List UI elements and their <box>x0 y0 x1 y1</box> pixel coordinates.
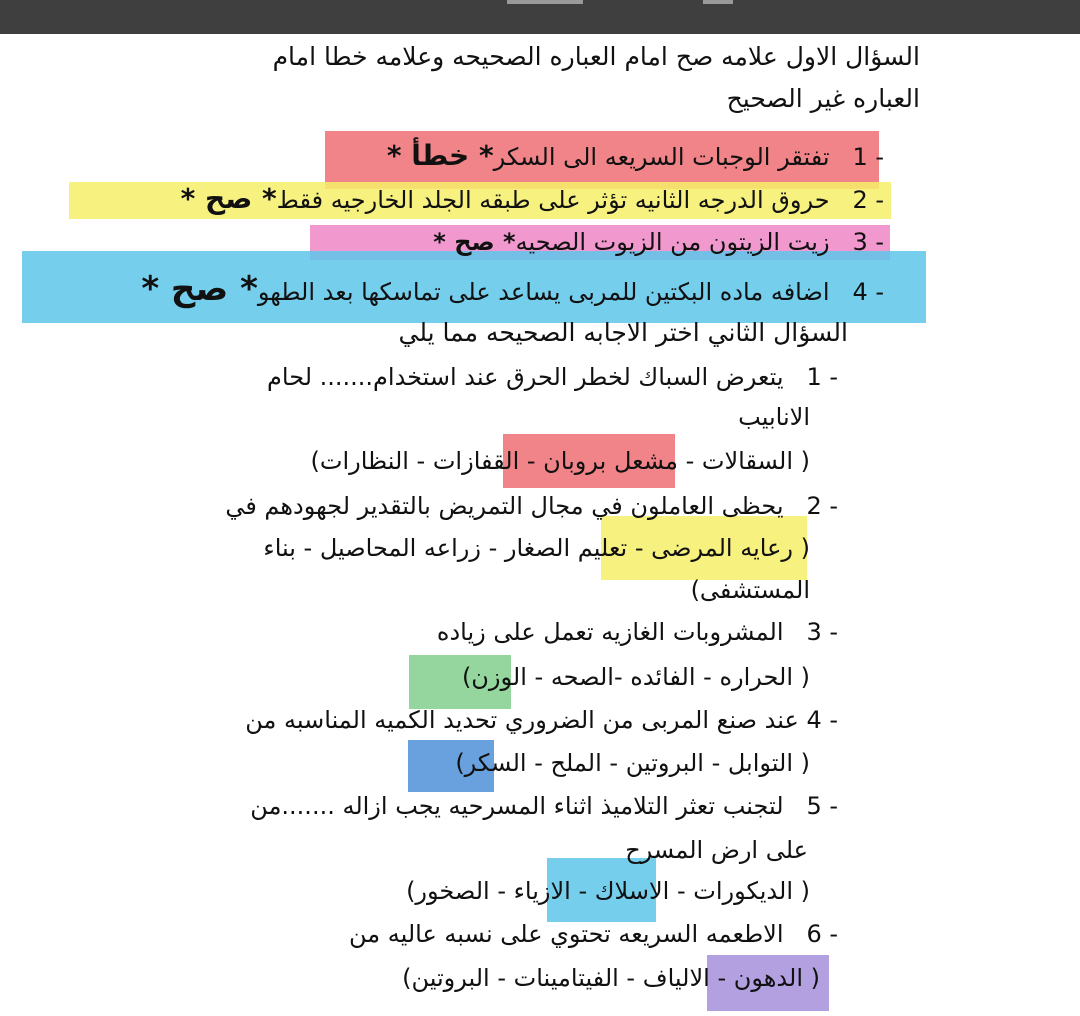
q2-item-6-options: ( الدهون - الالياف - الفيتامينات - البروتين) <box>402 964 820 992</box>
item-number: 2 - <box>852 186 884 214</box>
q2-item-1-question-cont: الانابيب <box>738 403 810 431</box>
q2-item-3-question <box>437 617 838 647</box>
question-text: المشروبات الغازيه تعمل على زياده <box>436 618 784 646</box>
item-number: 1 - <box>852 143 884 171</box>
q2-item-2-question <box>225 491 838 521</box>
item-number: 3 - <box>852 228 884 256</box>
q2-item-5-question <box>250 791 838 821</box>
question-text: الاطعمه السريعه تحتوي على نسبه عاليه من <box>348 920 784 948</box>
q2-item-2-options: ( رعايه المرضى - تعليم الصغار - زراعه المحاصيل - بناء <box>263 534 810 562</box>
item-text: حروق الدرجه الثانيه تؤثر على طبقه الجلد الخارجيه فقط <box>276 186 830 214</box>
item-number: 6 - <box>806 920 838 948</box>
q1-title-line1: السؤال الاول علامه صح امام العباره الصحيحه وعلامه خطا امام <box>272 42 920 71</box>
q1-item-2 <box>181 184 884 215</box>
item-answer: * صح * <box>180 182 277 215</box>
q2-item-5-options: ( الديكورات - الاسلاك - الازياء - الصخور) <box>406 877 810 905</box>
item-number: 5 - <box>806 792 838 820</box>
item-number: 4 - <box>806 706 838 734</box>
q1-item-3 <box>433 227 884 257</box>
q2-item-4-question <box>245 705 838 735</box>
q2-title: السؤال الثاني اختر الاجابه الصحيحه مما يلي <box>398 318 848 347</box>
item-answer: * صح * <box>433 228 516 256</box>
question-text: يتعرض السباك لخطر الحرق عند استخدام....... لحام <box>267 363 784 391</box>
q1-title-line2: العباره غير الصحيح <box>726 84 920 113</box>
question-text: عند صنع المربى من الضروري تحديد الكميه المناسبه من <box>245 706 799 734</box>
item-answer: * صح * <box>141 269 258 309</box>
q2-item-4-options: ( التوابل - البروتين - الملح - السكر) <box>455 749 810 777</box>
q1-item-1 <box>387 141 884 172</box>
item-number: 4 - <box>852 278 884 306</box>
top-bar-segment <box>507 0 583 4</box>
question-text: يحظى العاملون في مجال التمريض بالتقدير لجهودهم في <box>225 492 784 520</box>
q2-item-6-question <box>349 919 838 949</box>
item-number: 3 - <box>806 618 838 646</box>
item-text: اضافه ماده البكتين للمربى يساعد على تماسكها بعد الطهو <box>257 278 830 306</box>
item-answer: * خطأ * <box>386 139 494 172</box>
q2-item-3-options: ( الحراره - الفائده -الصحه - الوزن) <box>461 663 810 691</box>
item-number: 1 - <box>806 363 838 391</box>
q2-item-2-options-cont: المستشفى) <box>690 576 810 604</box>
item-text: زيت الزيتون من الزيوت الصحيه <box>515 228 830 256</box>
q2-item-1-options: ( السقالات - مشعل بروبان - القفازات - النظارات) <box>310 447 810 475</box>
item-number: 2 - <box>806 492 838 520</box>
q2-item-1-question <box>267 362 838 392</box>
top-bar-segment <box>703 0 733 4</box>
top-bar <box>0 0 1080 34</box>
q1-item-4 <box>141 270 884 311</box>
question-text: لتجنب تعثر التلاميذ اثناء المسرحيه يجب ازاله .......من <box>250 792 784 820</box>
item-text: تفتقر الوجبات السريعه الى السكر <box>493 143 830 171</box>
q2-item-5-question-cont: على ارض المسرح <box>625 836 808 864</box>
